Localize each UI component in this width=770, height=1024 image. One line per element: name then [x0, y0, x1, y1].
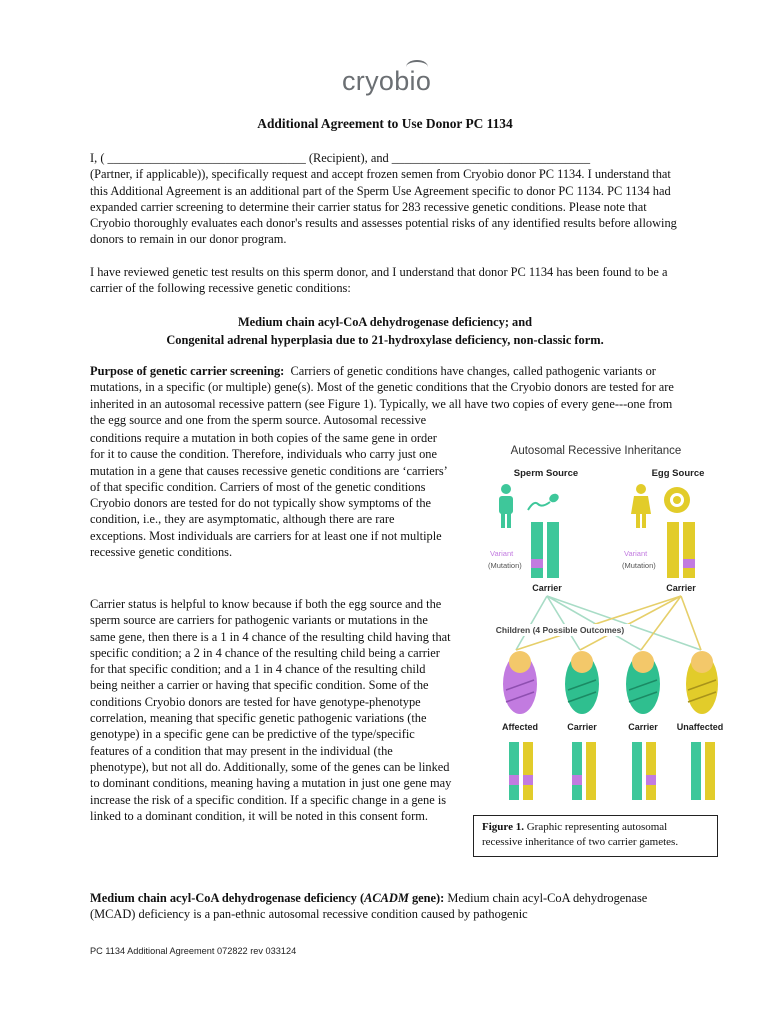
purpose-paragraph: [90, 363, 680, 428]
logo-arc: [406, 60, 428, 74]
carrier-status-paragraph: Carrier status is helpful to know because if both the egg source and the sperm source are carriers for pathogenic variants or mutations in the same gene, then there is a 1 in 4 chance of the resulting child having that specific condition; a 2 in 4 chance of the resulting child being a carrier for that specific condition; and a 1 in 4 chance of the resulting child being neither a carrier or having that specific condition. Some of the conditions Cryobio donors are tested for have genotype-phenotype correlation, meaning that specific genetic pathogenic variations (the genotype) in a specific gene can be predictive of the type/specific features of a condition that may present in the individual (the phenotype), but not all do. Additionally, some of the genes can be linked to dominant conditions, meaning having a mutation in just one gene may increase the risk of a specific condition. If a specific change in a gene is linked to a dominant condition, it will be noted in this consent form.: [90, 597, 452, 823]
mutation-label-left: (Mutation): [488, 561, 522, 570]
cryobio-logo: [342, 66, 432, 100]
purpose-text-wide: Carriers of genetic conditions have changes, called pathogenic variants or mutations, in a specific (or multiple) gene(s). Most of the genetic conditions that the Cryobio donors are tested for are inherited in an autosomal recessive pattern (see Figure 1). Typically, we all have two copies of every gene---one from the egg source and one from the sperm source. Autosomal recessive: [90, 364, 674, 427]
mcad-paragraph: [90, 890, 680, 923]
inheritance-figure: [476, 440, 724, 860]
page-title: Additional Agreement to Use Donor PC 1134: [257, 116, 513, 131]
mcad-heading-b: gene):: [408, 891, 445, 905]
conditions-list: [0, 313, 770, 349]
review-paragraph: I have reviewed genetic test results on this sperm donor, and I understand that donor PC 1134 has been found to be a carrier of the following recessive genetic conditions:: [90, 265, 668, 296]
figure-caption: [473, 815, 718, 857]
figure-title: Autosomal Recessive Inheritance: [510, 445, 682, 457]
intro-line-blanks: I, ( ________________________________ (Recipient), and ________________________________: [90, 151, 591, 165]
child-chromosomes-carrier-2: [632, 742, 656, 800]
outcome-unaffected: Unaffected: [676, 722, 724, 732]
sperm-chromosomes: [531, 522, 559, 578]
purpose-heading: Purpose of genetic carrier screening:: [90, 364, 285, 378]
inheritance-lines: [516, 596, 701, 650]
baby-unaffected: [686, 651, 718, 714]
child-chromosomes-unaffected: [691, 742, 715, 800]
intro-paragraph: [90, 150, 680, 248]
mcad-heading: [90, 891, 444, 905]
caption-text: Graphic representing autosomal recessive inheritance of two carrier gametes.: [482, 821, 679, 848]
logo-text: cryobio: [342, 66, 432, 96]
mcad-heading-a: Medium chain acyl-CoA dehydrogenase deficiency (: [90, 891, 365, 905]
caption-label: Figure 1.: [482, 821, 524, 833]
female-person-icon: [631, 484, 651, 528]
egg-icon: [664, 487, 690, 513]
baby-carrier-1: [565, 651, 599, 714]
condition-mcad: Medium chain acyl-CoA dehydrogenase deficiency; and: [237, 315, 533, 329]
purpose-paragraph-narrow: conditions require a mutation in both copies of the same gene in order for it to cause the condition. Therefore, individuals who carry just one mutation in a gene that causes recessive genetic conditions are ‘carriers’ of that specific condition. Carriers of most of the genetic conditions Cryobio donors are tested for do not typically show symptoms of the condition, i.e., they are asymptomatic, although there are rare exceptions. Most individuals are carriers for at least one if not multiple recessive genetic conditions.: [90, 431, 447, 560]
egg-chromosomes: [667, 522, 695, 578]
male-person-icon: [499, 484, 513, 528]
mcad-gene: ACADM: [364, 891, 409, 905]
footer: PC 1134 Additional Agreement 072822 rev 033124: [90, 946, 297, 956]
child-chromosomes-carrier-1: [572, 742, 596, 800]
intro-body: (Partner, if applicable)), specifically request and accept frozen semen from Cryobio donor PC 1134. I understand that this Additional Agreement is an additional part of the Sperm Use Agreement specific to donor PC 1134. PC 1134 had expanded carrier screening to determine their carrier status for 283 recessive genetic conditions. Please note that Cryobio thoroughly evaluates each donor's results and assesses potential risks of any identified results before allowing donors to remain in our donor program.: [90, 167, 677, 247]
baby-affected: [503, 651, 537, 714]
variant-label-right: Variant: [624, 549, 648, 558]
carrier-label-sperm: Carrier: [532, 583, 562, 593]
child-chromosomes-affected: [509, 742, 533, 800]
carrier-label-egg: Carrier: [666, 583, 696, 593]
baby-carrier-2: [626, 651, 660, 714]
outcome-carrier-1: Carrier: [567, 722, 597, 732]
mcad-text: Medium chain acyl-CoA dehydrogenase (MCAD) deficiency is a pan-ethnic autosomal recessive condition caused by pathogenic: [90, 891, 648, 922]
outcome-carrier-2: Carrier: [628, 722, 658, 732]
mutation-label-right: (Mutation): [622, 561, 656, 570]
egg-source-label: Egg Source: [651, 468, 705, 479]
children-label: Children (4 Possible Outcomes): [495, 625, 625, 635]
condition-cah: Congenital adrenal hyperplasia due to 21-hydroxylase deficiency, non-classic form.: [166, 333, 604, 347]
sperm-source-label: Sperm Source: [513, 468, 579, 479]
outcome-affected: Affected: [501, 722, 539, 732]
variant-label-left: Variant: [490, 549, 514, 558]
sperm-icon: [528, 492, 560, 510]
